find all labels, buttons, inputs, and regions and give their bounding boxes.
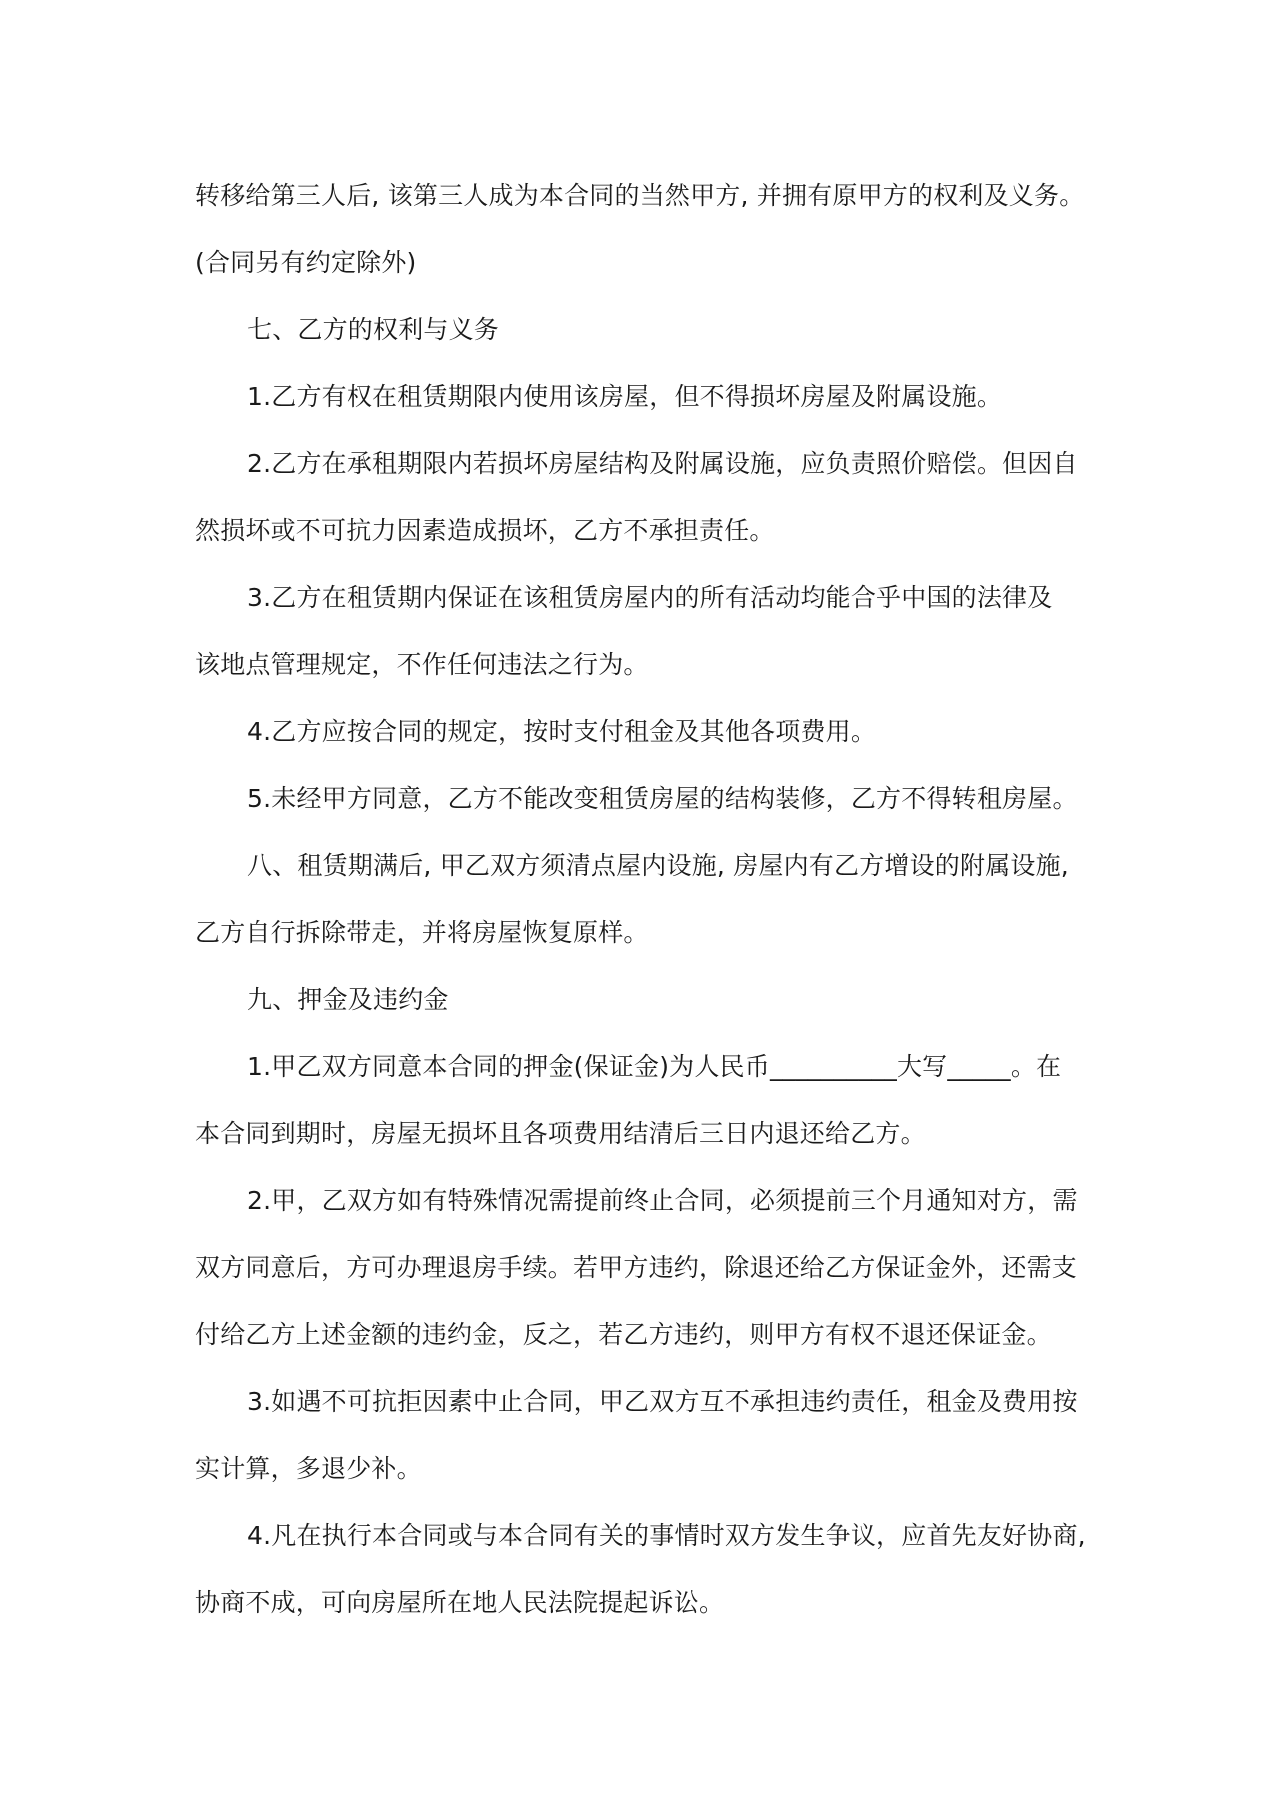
text-line: 2.甲，乙双方如有特殊情况需提前终止合同，必须提前三个月通知对方，需 [247, 1186, 1078, 1215]
section-heading: 八、租赁期满后, 甲乙双方须清点屋内设施, 房屋内有乙方增设的附属设施, [247, 851, 1069, 880]
text-line: 4.乙方应按合同的规定，按时支付租金及其他各项费用。 [247, 717, 877, 746]
text-line: 该地点管理规定，不作任何违法之行为。 [195, 650, 649, 679]
text-line: 本合同到期时，房屋无损坏且各项费用结清后三日内退还给乙方。 [195, 1119, 926, 1148]
text-line: 3.如遇不可抗拒因素中止合同，甲乙双方互不承担违约责任，租金及费用按 [247, 1387, 1078, 1416]
text-line: 付给乙方上述金额的违约金，反之，若乙方违约，则甲方有权不退还保证金。 [195, 1320, 1052, 1349]
document-body [195, 162, 1095, 1636]
section-heading: 九、押金及违约金 [247, 985, 449, 1014]
text-line: 实计算，多退少补。 [195, 1454, 422, 1483]
text-line: 1.甲乙双方同意本合同的押金(保证金)为人民币__________大写_____。在 [247, 1052, 1062, 1081]
text-line: 转移给第三人后, 该第三人成为本合同的当然甲方, 并拥有原甲方的权利及义务。 [195, 181, 1085, 210]
text-line: 双方同意后，方可办理退房手续。若甲方违约，除退还给乙方保证金外，还需支 [195, 1253, 1078, 1282]
section-heading: 七、乙方的权利与义务 [247, 315, 500, 344]
text-line: 2.乙方在承租期限内若损坏房屋结构及附属设施，应负责照价赔偿。但因自 [247, 449, 1078, 478]
text-line: 1.乙方有权在租赁期限内使用该房屋，但不得损坏房屋及附属设施。 [247, 382, 1003, 411]
text-line: 乙方自行拆除带走，并将房屋恢复原样。 [195, 918, 649, 947]
text-line: (合同另有约定除外) [195, 248, 417, 277]
text-line: 5.未经甲方同意，乙方不能改变租赁房屋的结构装修，乙方不得转租房屋。 [247, 784, 1078, 813]
text-line: 协商不成，可向房屋所在地人民法院提起诉讼。 [195, 1588, 725, 1617]
text-line: 3.乙方在租赁期内保证在该租赁房屋内的所有活动均能合乎中国的法律及 [247, 583, 1053, 612]
text-line: 4.凡在执行本合同或与本合同有关的事情时双方发生争议，应首先友好协商, [247, 1521, 1086, 1550]
text-line: 然损坏或不可抗力因素造成损坏，乙方不承担责任。 [195, 516, 775, 545]
